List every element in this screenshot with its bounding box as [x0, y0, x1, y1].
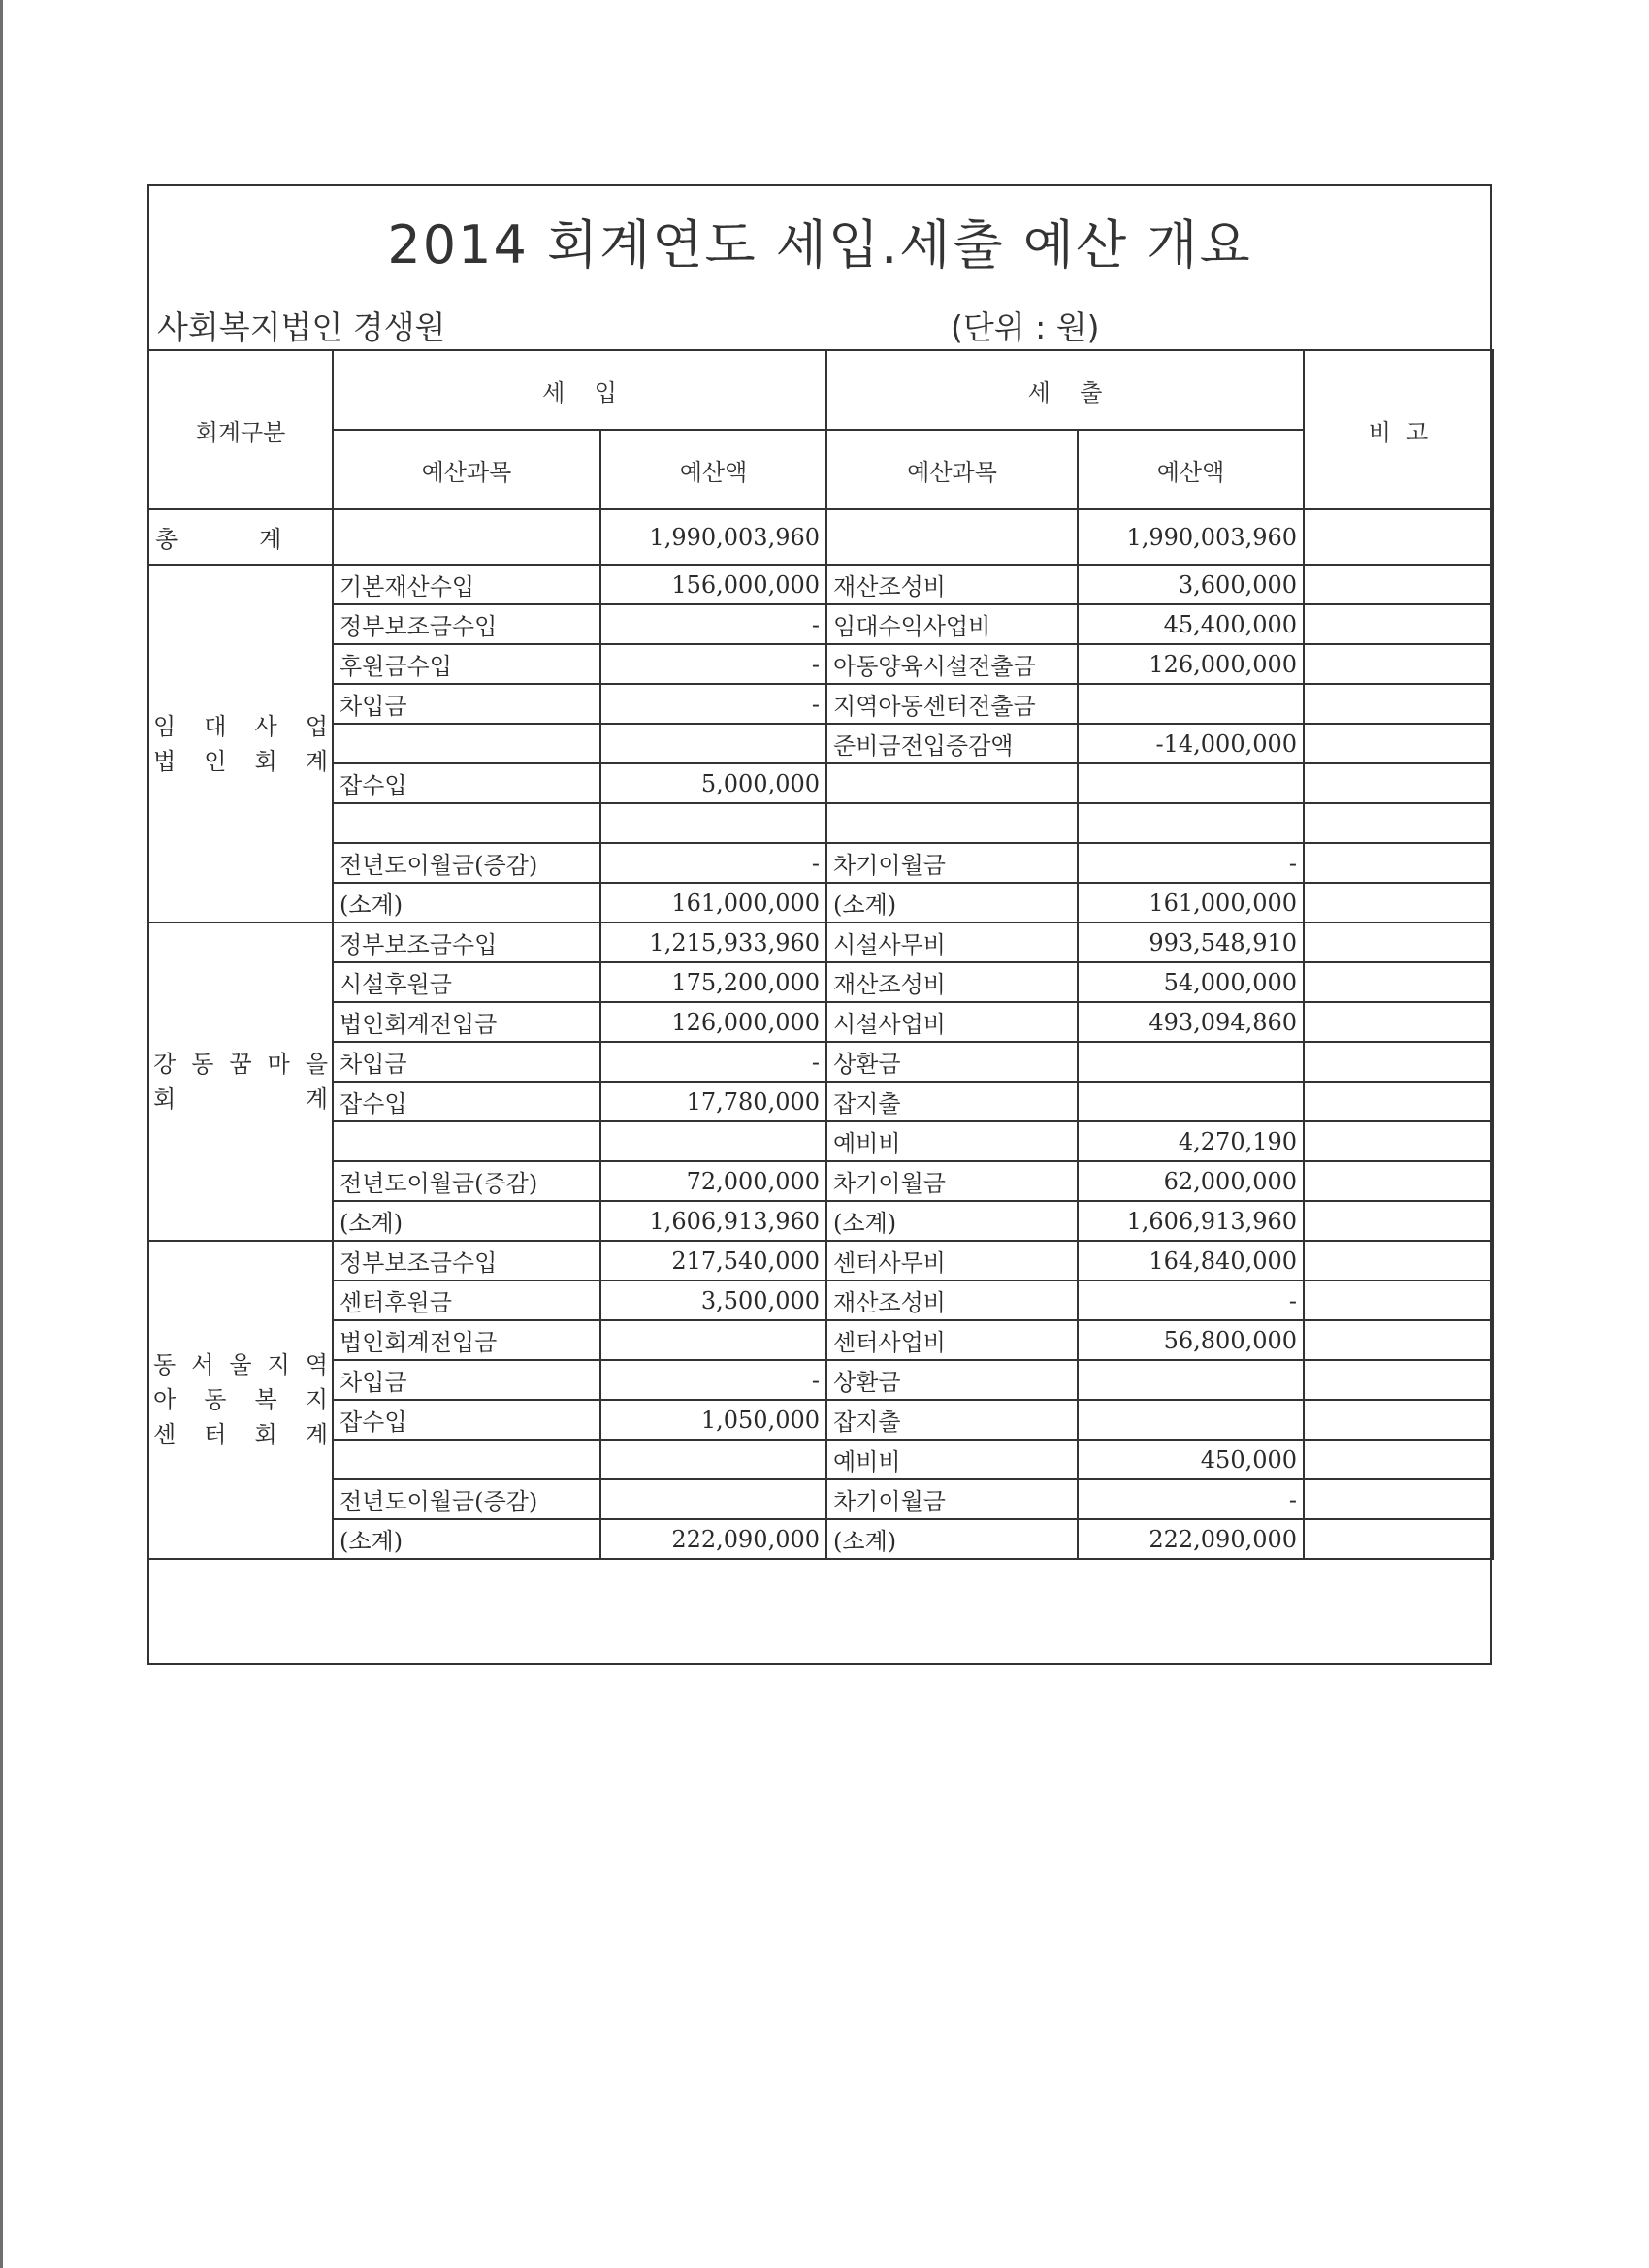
remarks-cell: [1304, 1280, 1493, 1320]
expenditure-item-cell: 상환금: [826, 1360, 1078, 1400]
revenue-item-cell: 법인회계전입금: [333, 1002, 600, 1042]
revenue-item-cell: 기본재산수입: [333, 565, 600, 604]
table-row: [148, 644, 1493, 684]
remarks-cell: [1304, 1002, 1493, 1042]
expenditure-amount-cell: [1078, 1400, 1304, 1440]
expenditure-amount-cell: [1078, 684, 1304, 724]
table-row: [148, 1161, 1493, 1201]
revenue-item-cell: 잡수입: [333, 1082, 600, 1121]
table-row: [148, 1400, 1493, 1440]
expenditure-amount-cell: -: [1078, 843, 1304, 883]
organization-name: 사회복지법인 경생원: [157, 308, 446, 346]
remarks-cell: [1304, 1241, 1493, 1280]
expenditure-item-cell: 센터사업비: [826, 1320, 1078, 1360]
expenditure-item-cell: 아동양육시설전출금: [826, 644, 1078, 684]
expenditure-item-cell: 재산조성비: [826, 962, 1078, 1002]
header-remarks: 비 고: [1304, 350, 1493, 509]
document-title: 2014 회계연도 세입.세출 예산 개요: [387, 214, 1252, 275]
expenditure-amount-cell: [1078, 763, 1304, 803]
section-name: [148, 923, 333, 1241]
remarks-cell: [1304, 1400, 1493, 1440]
table-row: [148, 1320, 1493, 1360]
revenue-item-cell: 전년도이월금(증감): [333, 1479, 600, 1519]
header-expenditure-amount: 예산액: [1078, 430, 1304, 509]
header-revenue-amount: 예산액: [600, 430, 826, 509]
expenditure-amount-cell: -: [1078, 1479, 1304, 1519]
remarks-cell: [1304, 1042, 1493, 1082]
expenditure-item-cell: (소계): [826, 1519, 1078, 1559]
remarks-cell: [1304, 1082, 1493, 1121]
revenue-amount-cell: 1,606,913,960: [600, 1201, 826, 1241]
revenue-amount-cell: 217,540,000: [600, 1241, 826, 1280]
expenditure-item-cell: 차기이월금: [826, 843, 1078, 883]
revenue-amount-cell: [600, 1440, 826, 1479]
table-row: [148, 883, 1493, 923]
table-row: [148, 1519, 1493, 1559]
expenditure-amount-cell: [1078, 803, 1304, 843]
expenditure-item-cell: 상환금: [826, 1042, 1078, 1082]
remarks-cell: [1304, 1320, 1493, 1360]
expenditure-item-cell: 준비금전입증감액: [826, 724, 1078, 763]
header-row-1: [148, 350, 1493, 430]
remarks-cell: [1304, 1519, 1493, 1559]
remarks-cell: [1304, 684, 1493, 724]
expenditure-amount-cell: 4,270,190: [1078, 1121, 1304, 1161]
revenue-item-cell: 차입금: [333, 684, 600, 724]
remarks-cell: [1304, 1479, 1493, 1519]
revenue-amount-cell: [600, 724, 826, 763]
revenue-amount-cell: -: [600, 843, 826, 883]
revenue-item-cell: 시설후원금: [333, 962, 600, 1002]
remarks-cell: [1304, 1121, 1493, 1161]
section-name: [148, 1241, 333, 1559]
revenue-item-cell: 차입금: [333, 1360, 600, 1400]
expenditure-amount-cell: 3,600,000: [1078, 565, 1304, 604]
expenditure-amount-cell: 450,000: [1078, 1440, 1304, 1479]
total-expenditure-item: [826, 509, 1078, 565]
expenditure-amount-cell: 45,400,000: [1078, 604, 1304, 644]
expenditure-item-cell: [826, 803, 1078, 843]
remarks-cell: [1304, 1201, 1493, 1241]
expenditure-item-cell: 예비비: [826, 1121, 1078, 1161]
revenue-amount-cell: 126,000,000: [600, 1002, 826, 1042]
budget-table: [147, 349, 1494, 1560]
revenue-item-cell: 전년도이월금(증감): [333, 843, 600, 883]
table-row: [148, 1042, 1493, 1082]
revenue-amount-cell: [600, 1121, 826, 1161]
revenue-item-cell: 법인회계전입금: [333, 1320, 600, 1360]
table-row: [148, 763, 1493, 803]
budget-sheet: [147, 184, 1492, 1665]
expenditure-amount-cell: [1078, 1360, 1304, 1400]
revenue-amount-cell: 156,000,000: [600, 565, 826, 604]
expenditure-amount-cell: 493,094,860: [1078, 1002, 1304, 1042]
expenditure-item-cell: 재산조성비: [826, 1280, 1078, 1320]
total-remarks: [1304, 509, 1493, 565]
section-name-line: 센 터 회 계: [153, 1421, 328, 1448]
section-name-line: 동 서 울 지 역: [153, 1351, 328, 1378]
remarks-cell: [1304, 962, 1493, 1002]
table-row: [148, 684, 1493, 724]
unit-label: (단위 : 원): [951, 308, 1100, 346]
revenue-amount-cell: 17,780,000: [600, 1082, 826, 1121]
table-row: [148, 1121, 1493, 1161]
revenue-item-cell: (소계): [333, 1519, 600, 1559]
table-row: [148, 1280, 1493, 1320]
expenditure-amount-cell: 54,000,000: [1078, 962, 1304, 1002]
revenue-item-cell: 정부보조금수입: [333, 923, 600, 962]
expenditure-item-cell: 시설사업비: [826, 1002, 1078, 1042]
expenditure-amount-cell: 164,840,000: [1078, 1241, 1304, 1280]
remarks-cell: [1304, 883, 1493, 923]
revenue-amount-cell: -: [600, 644, 826, 684]
remarks-cell: [1304, 1161, 1493, 1201]
revenue-item-cell: 정부보조금수입: [333, 1241, 600, 1280]
expenditure-amount-cell: -14,000,000: [1078, 724, 1304, 763]
revenue-amount-cell: 175,200,000: [600, 962, 826, 1002]
total-label: 총 계: [148, 509, 333, 565]
expenditure-amount-cell: [1078, 1042, 1304, 1082]
expenditure-item-cell: 센터사무비: [826, 1241, 1078, 1280]
revenue-item-cell: [333, 803, 600, 843]
revenue-amount-cell: 1,050,000: [600, 1400, 826, 1440]
table-row: [148, 1082, 1493, 1121]
expenditure-item-cell: 잡지출: [826, 1400, 1078, 1440]
header-expenditure: 세 출: [826, 350, 1304, 430]
section-name: [148, 565, 333, 923]
expenditure-item-cell: 임대수익사업비: [826, 604, 1078, 644]
expenditure-item-cell: 재산조성비: [826, 565, 1078, 604]
expenditure-amount-cell: 993,548,910: [1078, 923, 1304, 962]
remarks-cell: [1304, 1360, 1493, 1400]
header-revenue-item: 예산과목: [333, 430, 600, 509]
section-name-line: 강 동 꿈 마 을: [153, 1051, 328, 1078]
revenue-item-cell: 후원금수입: [333, 644, 600, 684]
revenue-item-cell: [333, 1121, 600, 1161]
revenue-item-cell: [333, 724, 600, 763]
revenue-item-cell: (소계): [333, 883, 600, 923]
table-row: [148, 1479, 1493, 1519]
expenditure-amount-cell: [1078, 1082, 1304, 1121]
remarks-cell: [1304, 604, 1493, 644]
table-row: [148, 1241, 1493, 1280]
revenue-amount-cell: -: [600, 1360, 826, 1400]
revenue-item-cell: 차입금: [333, 1042, 600, 1082]
remarks-cell: [1304, 923, 1493, 962]
expenditure-amount-cell: 222,090,000: [1078, 1519, 1304, 1559]
revenue-amount-cell: [600, 1479, 826, 1519]
expenditure-amount-cell: 161,000,000: [1078, 883, 1304, 923]
revenue-amount-cell: [600, 1320, 826, 1360]
expenditure-item-cell: [826, 763, 1078, 803]
expenditure-item-cell: (소계): [826, 883, 1078, 923]
table-row: [148, 1440, 1493, 1479]
revenue-item-cell: 정부보조금수입: [333, 604, 600, 644]
section-name-line: 법 인 회 계: [153, 747, 328, 775]
total-revenue-amount: 1,990,003,960: [600, 509, 826, 565]
revenue-amount-cell: 72,000,000: [600, 1161, 826, 1201]
expenditure-item-cell: 지역아동센터전출금: [826, 684, 1078, 724]
revenue-amount-cell: [600, 803, 826, 843]
total-expenditure-amount: 1,990,003,960: [1078, 509, 1304, 565]
table-row: [148, 923, 1493, 962]
revenue-amount-cell: 3,500,000: [600, 1280, 826, 1320]
expenditure-amount-cell: -: [1078, 1280, 1304, 1320]
revenue-item-cell: 잡수입: [333, 763, 600, 803]
remarks-cell: [1304, 1440, 1493, 1479]
table-row: [148, 724, 1493, 763]
table-row: [148, 1360, 1493, 1400]
expenditure-item-cell: 잡지출: [826, 1082, 1078, 1121]
expenditure-item-cell: 시설사무비: [826, 923, 1078, 962]
scan-edge: [0, 0, 3, 2268]
section-name-line: 회 계: [153, 1085, 328, 1113]
expenditure-item-cell: 차기이월금: [826, 1161, 1078, 1201]
expenditure-item-cell: 차기이월금: [826, 1479, 1078, 1519]
remarks-cell: [1304, 803, 1493, 843]
header-revenue: 세 입: [333, 350, 826, 430]
revenue-amount-cell: 1,215,933,960: [600, 923, 826, 962]
expenditure-item-cell: (소계): [826, 1201, 1078, 1241]
revenue-item-cell: [333, 1440, 600, 1479]
revenue-amount-cell: 222,090,000: [600, 1519, 826, 1559]
revenue-amount-cell: 5,000,000: [600, 763, 826, 803]
revenue-item-cell: 센터후원금: [333, 1280, 600, 1320]
remarks-cell: [1304, 644, 1493, 684]
header-row-2: [148, 430, 1493, 509]
table-row: [148, 1002, 1493, 1042]
remarks-cell: [1304, 565, 1493, 604]
table-row: [148, 843, 1493, 883]
expenditure-item-cell: 예비비: [826, 1440, 1078, 1479]
expenditure-amount-cell: 62,000,000: [1078, 1161, 1304, 1201]
section-name-line: 임 대 사 업: [153, 712, 328, 740]
expenditure-amount-cell: 126,000,000: [1078, 644, 1304, 684]
expenditure-amount-cell: 56,800,000: [1078, 1320, 1304, 1360]
table-row: [148, 803, 1493, 843]
remarks-cell: [1304, 724, 1493, 763]
table-row: [148, 1201, 1493, 1241]
revenue-amount-cell: -: [600, 684, 826, 724]
remarks-cell: [1304, 763, 1493, 803]
table-row: [148, 565, 1493, 604]
total-revenue-item: [333, 509, 600, 565]
expenditure-amount-cell: 1,606,913,960: [1078, 1201, 1304, 1241]
revenue-item-cell: 전년도이월금(증감): [333, 1161, 600, 1201]
table-row: [148, 604, 1493, 644]
section-name-line: 아 동 복 지: [153, 1386, 328, 1413]
revenue-item-cell: 잡수입: [333, 1400, 600, 1440]
total-row: [148, 509, 1493, 565]
remarks-cell: [1304, 843, 1493, 883]
header-expenditure-item: 예산과목: [826, 430, 1078, 509]
header-account-division: 회계구분: [148, 350, 333, 509]
table-row: [148, 962, 1493, 1002]
revenue-amount-cell: -: [600, 604, 826, 644]
revenue-amount-cell: -: [600, 1042, 826, 1082]
revenue-item-cell: (소계): [333, 1201, 600, 1241]
revenue-amount-cell: 161,000,000: [600, 883, 826, 923]
